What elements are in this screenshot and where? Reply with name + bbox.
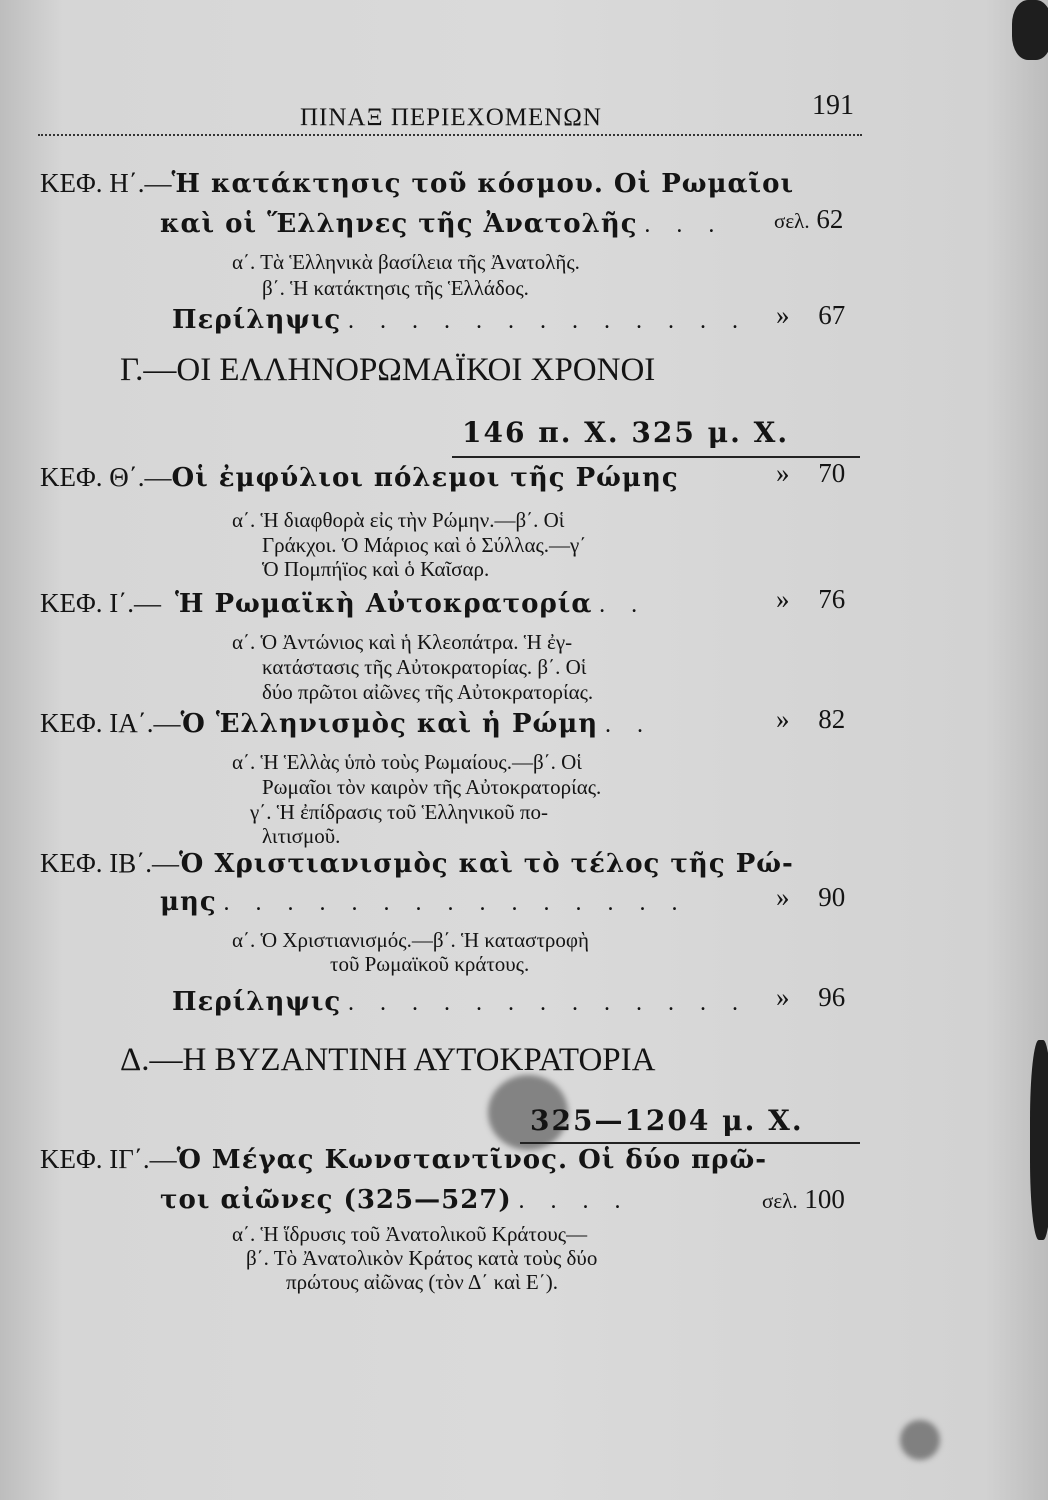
summary2-page — [776, 982, 845, 1013]
chapter-h-sub1: α΄. Τὰ Ἑλληνικὰ βασίλεια τῆς Ἀνατολῆς. — [232, 250, 580, 274]
chapter-ig-dots: . . . . — [518, 1188, 631, 1214]
chapter-h-page-number: 62 — [816, 204, 844, 234]
chapter-h-line2 — [160, 208, 724, 239]
chapter-ib-sub1: α΄. Ὁ Χριστιανισμός.—β΄. Ἡ καταστροφὴ — [232, 928, 590, 952]
ink-stain-right — [900, 1420, 940, 1460]
chapter-ia-line — [40, 708, 653, 739]
chapter-ib-label: ΚΕΦ. ΙΒ΄.— — [40, 848, 179, 878]
chapter-i-sub1: α΄. Ὁ Ἀντώνιος καὶ ἡ Κλεοπάτρα. Ἡ ἐγ- — [232, 630, 573, 654]
chapter-th-sub2: Γράκχοι. Ὁ Μάριος καὶ ὁ Σύλλας.—γ΄ — [262, 533, 587, 557]
chapter-th-title: Οἱ ἐμφύλιοι πόλεμοι τῆς Ρώμης — [171, 463, 679, 493]
chapter-ig-page — [762, 1184, 845, 1215]
chapter-h-sel: σελ. — [774, 209, 810, 233]
chapter-i-title: Ἡ Ρωμαϊκὴ Αὐτοκρατορία — [174, 589, 593, 619]
chapter-h-sub2: β΄. Ἡ κατάκτησις τῆς Ἑλλάδος. — [262, 276, 529, 300]
chapter-i-sub3: δύο πρῶτοι αἰῶνες τῆς Αὐτοκρατορίας. — [262, 680, 594, 704]
chapter-ia-mark: » — [776, 704, 790, 734]
chapter-i-mark: » — [776, 584, 790, 614]
torn-edge-right — [1030, 1040, 1048, 1240]
chapter-ia-sub3: γ΄. Ἡ ἐπίδρασις τοῦ Ἑλληνικοῦ πο- — [250, 800, 549, 824]
summary1-title: Περίληψις — [172, 305, 342, 335]
torn-edge-top-right — [1012, 0, 1048, 60]
chapter-ig-sub1: α΄. Ἡ ἵδρυσις τοῦ Ἀνατολικοῦ Κράτους— — [232, 1222, 588, 1246]
chapter-th-sub3: Ὁ Πομπήϊος καὶ ὁ Καῖσαρ. — [262, 557, 490, 581]
chapter-ig-page-number: 100 — [804, 1184, 845, 1214]
chapter-ig-sel: σελ. — [762, 1189, 798, 1213]
chapter-ia-title: Ὁ Ἑλληνισμὸς καὶ ἡ Ρώμη — [180, 709, 599, 739]
chapter-ig-sub3: πρώτους αἰῶνας (τὸν Δ΄ καὶ Ε΄). — [286, 1270, 558, 1294]
summary2-mark: » — [776, 982, 790, 1012]
chapter-i-sub2: κατάστασις τῆς Αὐτοκρατορίας. β΄. Οἱ — [262, 655, 587, 679]
chapter-ia-page — [776, 704, 845, 735]
chapter-th-page-number: 70 — [818, 458, 846, 488]
part-g-dates: 146 π. Χ. 325 μ. Χ. — [462, 416, 790, 449]
chapter-ib-dots: . . . . . . . . . . . . . . . — [223, 890, 688, 916]
chapter-h-line1 — [40, 168, 794, 199]
chapter-ib-line1 — [40, 848, 794, 879]
chapter-ib-page-number: 90 — [818, 882, 846, 912]
part-g-title: Γ.—ΟΙ ΕΛΛΗΝΟΡΩΜΑΪΚΟΙ ΧΡΟΝΟΙ — [120, 352, 656, 388]
chapter-ig-label: ΚΕΦ. ΙΓ΄.— — [40, 1144, 177, 1174]
summary2-page-number: 96 — [818, 982, 846, 1012]
summary1-page-number: 67 — [818, 300, 846, 330]
part-d-title: Δ.—Η ΒΥΖΑΝΤΙΝΗ ΑΥΤΟΚΡΑΤΟΡΙΑ — [120, 1042, 656, 1078]
chapter-i-label: ΚΕΦ. Ι΄.— — [40, 588, 161, 618]
chapter-ib-line2 — [160, 886, 688, 917]
header-rule — [38, 134, 862, 136]
summary1-dots: . . . . . . . . . . . . . — [348, 308, 749, 334]
chapter-i-page-number: 76 — [818, 584, 846, 614]
chapter-ia-sub4: λιτισμοῦ. — [262, 824, 341, 848]
summary2-title: Περίληψις — [172, 987, 342, 1017]
chapter-ig-line2 — [160, 1184, 630, 1215]
summary1-line — [172, 304, 748, 335]
chapter-h-page — [774, 204, 843, 235]
chapter-th-mark: » — [776, 458, 790, 488]
chapter-ig-title-part1: Ὁ Μέγας Κωνσταντῖνος. Οἱ δύο πρῶ- — [176, 1145, 767, 1175]
chapter-h-title-part2: καὶ οἱ Ἕλληνες τῆς Ἀνατολῆς — [160, 209, 638, 239]
summary1-mark: » — [776, 300, 790, 330]
chapter-h-label: ΚΕΦ. Η΄.— — [40, 168, 172, 198]
chapter-ia-label: ΚΕΦ. ΙΑ΄.— — [40, 708, 181, 738]
chapter-ia-dots: . . — [604, 712, 653, 738]
chapter-ib-mark: » — [776, 882, 790, 912]
chapter-ia-sub2: Ρωμαῖοι τὸν καιρὸν τῆς Αὐτοκρατορίας. — [262, 775, 602, 799]
summary2-line — [172, 986, 748, 1017]
chapter-th-label: ΚΕΦ. Θ΄.— — [40, 462, 172, 492]
chapter-h-dots: . . . — [644, 212, 725, 238]
chapter-ia-sub1: α΄. Ἡ Ἑλλὰς ὑπὸ τοὺς Ρωμαίους.—β΄. Οἱ — [232, 750, 582, 774]
chapter-i-page — [776, 584, 845, 615]
chapter-ib-title-part2: μης — [160, 887, 217, 917]
chapter-i-line — [40, 588, 647, 619]
chapter-ia-page-number: 82 — [818, 704, 846, 734]
chapter-i-dots: . . — [599, 592, 648, 618]
chapter-th-sub1: α΄. Ἡ διαφθορὰ εἰς τὴν Ρώμην.—β΄. Οἱ — [232, 508, 565, 532]
chapter-ig-sub2: β΄. Τὸ Ἀνατολικὸν Κράτος κατὰ τοὺς δύο — [246, 1246, 598, 1270]
running-header-title: ΠΙΝΑΞ ΠΕΡΙΕΧΟΜΕΝΩΝ — [300, 104, 602, 131]
chapter-ib-sub2: τοῦ Ρωμαϊκοῦ κράτους. — [330, 952, 530, 976]
chapter-th-page — [776, 458, 845, 489]
summary2-dots: . . . . . . . . . . . . . — [348, 990, 749, 1016]
part-d-dates: 325—1204 μ. Χ. — [530, 1104, 804, 1137]
chapter-ig-title-part2: τοι αἰῶνες (325—527) — [160, 1185, 512, 1215]
chapter-h-title-part1: Ἡ κατάκτησις τοῦ κόσμου. Οἱ Ρωμαῖοι — [171, 169, 795, 199]
chapter-ib-page — [776, 882, 845, 913]
summary1-page — [776, 300, 845, 331]
chapter-th-line — [40, 462, 679, 493]
chapter-ig-line1 — [40, 1144, 767, 1175]
page-number: 191 — [812, 90, 854, 121]
chapter-ib-title-part1: Ὁ Χριστιανισμὸς καὶ τὸ τέλος τῆς Ρώ- — [178, 849, 794, 879]
